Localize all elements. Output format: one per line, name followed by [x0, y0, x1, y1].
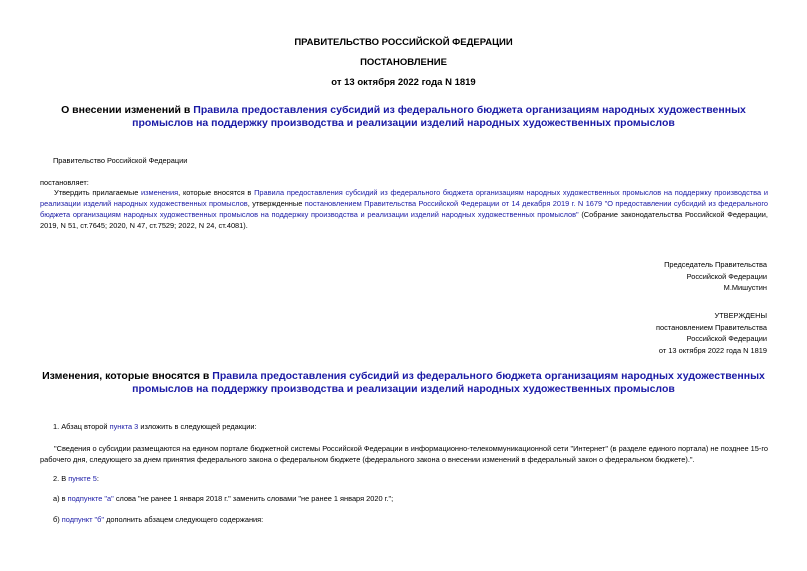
- item-2b-text-a: б): [53, 515, 62, 524]
- item-2a: [53, 494, 393, 503]
- changes-link[interactable]: изменения: [141, 188, 179, 197]
- item-2a-text-b: слова "не ранее 1 января 2018 г." заменить словами "не ранее 1 января 2020 г.";: [113, 494, 394, 503]
- item-2a-subpoint-a-link[interactable]: подпункте "а": [67, 494, 114, 503]
- signature-block: [664, 259, 767, 294]
- changes-title: [40, 370, 767, 396]
- doc-type-heading: ПОСТАНОВЛЕНИЕ: [360, 57, 447, 68]
- item-1-quote: "Сведения о субсидии размещаются на едином портале бюджетной системы Российской Федерации в информационно-телекоммуникационной сети "Интернет" (в разделе единого портала) не позднее 15-го рабочего дня, следующего за днем принятия федерального закона о федеральном бюджете (федерального закона о внесении изменений в федеральный закон о федеральном бюджете).".: [40, 444, 768, 464]
- approve-paragraph: [40, 187, 768, 231]
- changes-title-rules-link[interactable]: Правила предоставления субсидий из федерального бюджета организациям народных художественных промыслов на поддержку производства и реализации изделий народных художественных промыслов: [132, 370, 765, 395]
- approve-text-2: , которые вносятся в: [178, 188, 255, 197]
- doc-date-number: от 13 октября 2022 года N 1819: [331, 77, 476, 88]
- signature-name: М.Мишустин: [723, 283, 767, 293]
- title-prefix: О внесении изменений в: [61, 104, 194, 116]
- approved-block: [656, 310, 767, 356]
- item-1: [53, 422, 257, 431]
- item-1-point3-link[interactable]: пункта 3: [109, 422, 139, 431]
- changes-title-prefix: Изменения, которые вносятся в: [42, 370, 213, 382]
- item-2-text-b: :: [96, 474, 99, 483]
- title-rules-link[interactable]: Правила предоставления субсидий из федерального бюджета организациям народных художественных промыслов на поддержку производства и реализации изделий народных художественных промыслов: [132, 104, 746, 129]
- item-1-text-a: 1. Абзац второй: [53, 422, 110, 431]
- approve-text-3: , утвержденные: [247, 199, 305, 208]
- item-2-point5-link[interactable]: пункте 5: [68, 474, 97, 483]
- item-2b-text-b: дополнить абзацем следующего содержания:: [104, 515, 264, 524]
- decrees-text: постановляет:: [40, 178, 89, 187]
- item-2: [53, 474, 99, 483]
- approved-country: Российской Федерации: [686, 334, 767, 344]
- document-title: [40, 104, 767, 130]
- item-2b: [53, 515, 263, 524]
- item-2a-text-a: а) в: [53, 494, 68, 503]
- signature-country: Российской Федерации: [686, 271, 767, 281]
- approve-text-1: Утвердить прилагаемые: [54, 188, 142, 197]
- rules-link[interactable]: Правила предоставления субсидий из федерального бюджета организациям народных художественных промыслов на поддержку производства и реализации изделий народных художественных промыслов: [40, 188, 768, 208]
- approved-by: постановлением Правительства: [656, 322, 767, 332]
- signature-position: Председатель Правительства: [664, 260, 767, 269]
- item-1-text-b: изложить в следующей редакции:: [138, 422, 257, 431]
- approved-date: от 13 октября 2022 года N 1819: [658, 345, 767, 355]
- item-2-text-a: 2. В: [53, 474, 69, 483]
- approve-text-4: (Собрание законодательства Российской Федерации, 2019, N 51, ст.7645; 2020, N 47, ст.7529; 2022, N 24, ст.4081).: [40, 210, 768, 230]
- approved-heading: УТВЕРЖДЕНЫ: [714, 311, 767, 320]
- intro-text: Правительство Российской Федерации: [53, 156, 188, 165]
- government-heading: ПРАВИТЕЛЬСТВО РОССИЙСКОЙ ФЕДЕРАЦИИ: [294, 37, 513, 48]
- item-2b-subpoint-b-link[interactable]: подпункт "б": [61, 515, 105, 524]
- resolution-1679-link[interactable]: постановлением Правительства Российской Федерации от 14 декабря 2019 г. N 1679 "О предоставлении субсидий из федерального бюджета организациям народных художественных промыслов на поддержку производства и реализации изделий народных художественных промыслов": [40, 199, 768, 219]
